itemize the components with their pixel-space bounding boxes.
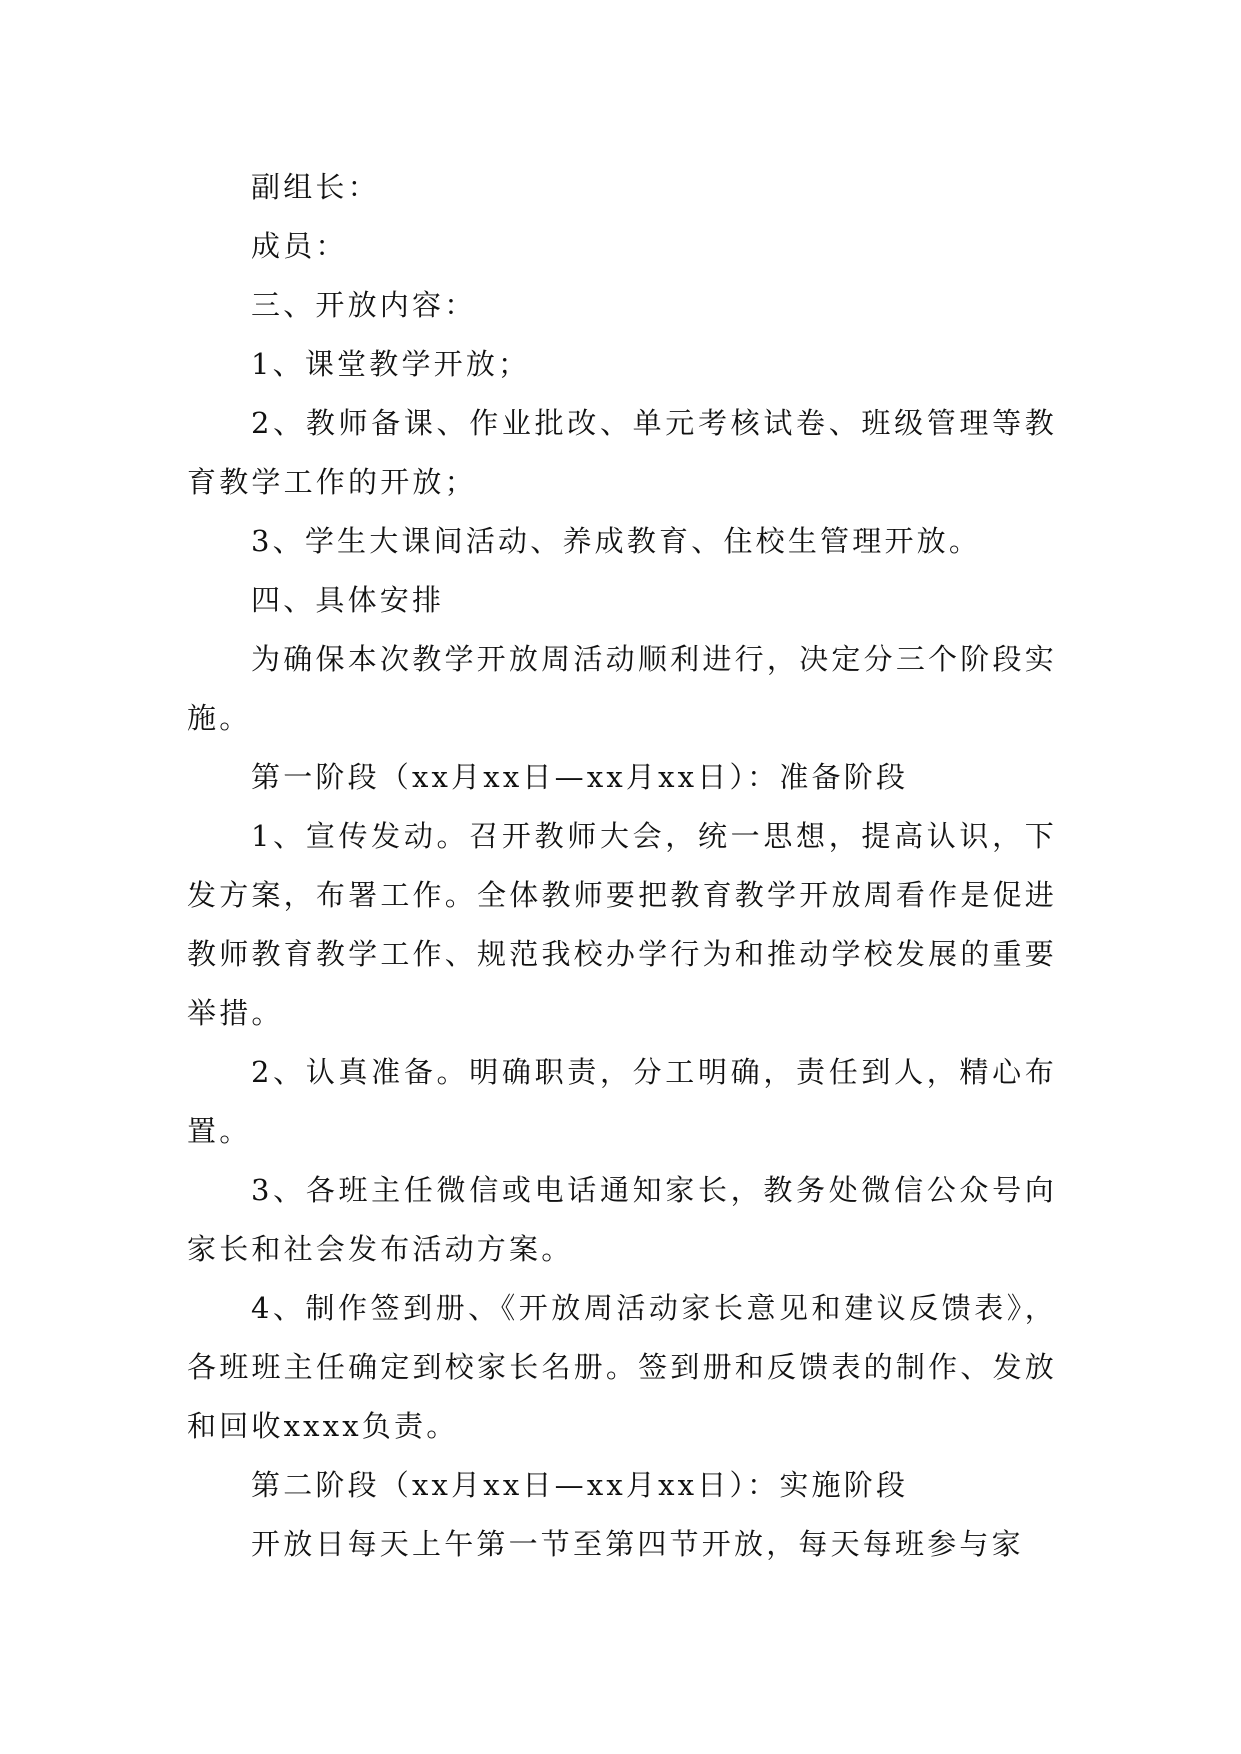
list-item-notify-parents: 3、各班主任微信或电话通知家长，教务处微信公众号向家长和社会发布活动方案。 [187, 1173, 1057, 1266]
stage-heading-preparation: 第一阶段（xx月xx日—xx月xx日）：准备阶段 [251, 760, 909, 794]
list-item-student-activities: 3、学生大课间活动、养成教育、住校生管理开放。 [251, 524, 982, 558]
list-item-preparation: 2、认真准备。明确职责，分工明确，责任到人，精心布置。 [187, 1055, 1057, 1148]
section-heading-open-content: 三、开放内容： [251, 288, 477, 322]
paragraph-three-stages: 为确保本次教学开放周活动顺利进行，决定分三个阶段实施。 [187, 642, 1057, 735]
list-item-classroom-teaching: 1、课堂教学开放； [251, 347, 531, 381]
list-item-sign-in-book: 4、制作签到册、《开放周活动家长意见和建议反馈表》，各班班主任确定到校家长名册。签到册和反馈表的制作、发放和回收xxxx负责。 [187, 1291, 1057, 1443]
stage-heading-implementation: 第二阶段（xx月xx日—xx月xx日）：实施阶段 [251, 1468, 909, 1502]
section-heading-arrangement: 四、具体安排 [251, 583, 445, 617]
document-body [187, 158, 1057, 1574]
paragraph-vice-leader: 副组长： [251, 170, 380, 204]
list-item-publicity: 1、宣传发动。召开教师大会，统一思想，提高认识，下发方案，布署工作。全体教师要把教育教学开放周看作是促进教师教育教学工作、规范我校办学行为和推动学校发展的重要举措。 [187, 819, 1057, 1030]
paragraph-open-day-schedule: 开放日每天上午第一节至第四节开放，每天每班参与家 [251, 1527, 1024, 1561]
list-item-teacher-work: 2、教师备课、作业批改、单元考核试卷、班级管理等教育教学工作的开放； [187, 406, 1057, 499]
paragraph-members: 成员： [251, 229, 348, 263]
